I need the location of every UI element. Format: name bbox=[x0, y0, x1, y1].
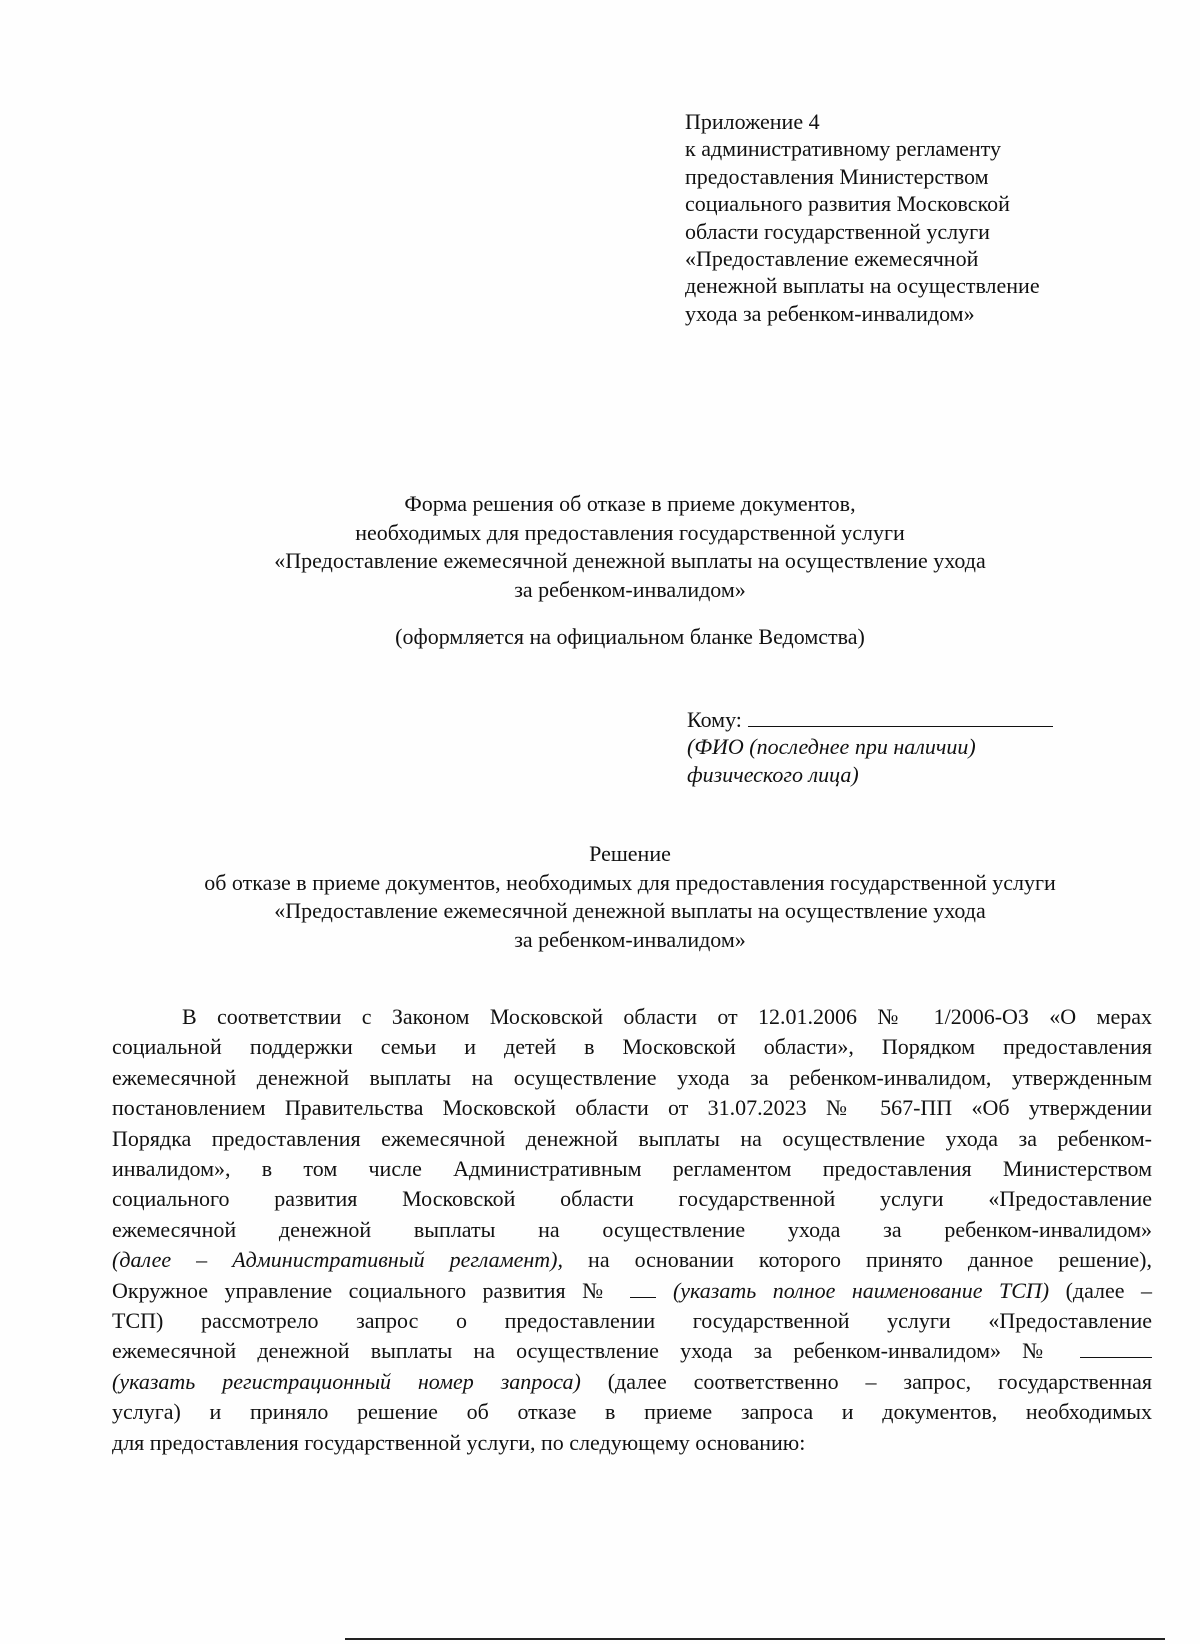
body-line: постановлением Правительства Московской области от 31.07.2023 № 567-ПП «Об утверждении bbox=[112, 1095, 1152, 1121]
body-line: ежемесячной денежной выплаты на осуществление ухода за ребенком-инвалидом, утвержденным bbox=[112, 1064, 1152, 1090]
decision-title-line: за ребенком-инвалидом» bbox=[514, 926, 746, 952]
recipient-row bbox=[687, 706, 1147, 733]
body-line: Порядка предоставления ежемесячной денежной выплаты на осуществление ухода за ребенком- bbox=[112, 1125, 1152, 1151]
body-text-fragment: ежемесячной денежной выплаты на осуществление ухода за ребенком-инвалидом» № bbox=[112, 1338, 1080, 1364]
form-title-line: Форма решения об отказе в приеме документов, bbox=[404, 491, 856, 516]
appendix-header bbox=[685, 108, 1155, 327]
appendix-line: области государственной услуги bbox=[685, 218, 990, 244]
recipient-hint: (ФИО (последнее при наличии) bbox=[687, 734, 976, 760]
body-italic-note: (указать регистрационный номер запроса) bbox=[112, 1368, 581, 1394]
body-line bbox=[112, 1367, 1152, 1397]
recipient-block bbox=[687, 706, 1147, 788]
body-line: инвалидом», в том числе Административным регламентом предоставления Министерством bbox=[112, 1156, 1152, 1182]
page-bottom-rule bbox=[345, 1638, 1165, 1640]
body-line bbox=[112, 1245, 1152, 1275]
appendix-line: к административному регламенту bbox=[685, 136, 1001, 162]
body-text-fragment: (далее соответственно – запрос, государственная bbox=[580, 1368, 1152, 1394]
body-italic-note: (указать полное наименование ТСП) bbox=[672, 1277, 1050, 1303]
appendix-line: денежной выплаты на осуществление bbox=[685, 273, 1040, 299]
appendix-line: «Предоставление ежемесячной bbox=[685, 246, 979, 272]
body-line: социального развития Московской области государственной услуги «Предоставление bbox=[112, 1186, 1152, 1212]
appendix-line: Приложение 4 bbox=[685, 109, 820, 134]
recipient-label: Кому: bbox=[687, 707, 742, 732]
body-line bbox=[112, 1276, 1152, 1306]
form-title-line: «Предоставление ежемесячной денежной выплаты на осуществление ухода bbox=[274, 548, 986, 573]
body-line: ТСП) рассмотрело запрос о предоставлении государственной услуги «Предоставление bbox=[112, 1308, 1152, 1334]
body-text-fragment: на основании которого принято данное решение), bbox=[563, 1247, 1153, 1273]
body-line bbox=[112, 1336, 1152, 1366]
decision-title-line: об отказе в приеме документов, необходимых для предоставления государственной услуги bbox=[204, 869, 1056, 895]
decision-body bbox=[112, 1002, 1152, 1458]
tsp-number-blank[interactable] bbox=[630, 1279, 656, 1298]
request-number-blank[interactable] bbox=[1080, 1339, 1152, 1358]
body-line: ежемесячной денежной выплаты на осуществление ухода за ребенком-инвалидом» bbox=[112, 1216, 1152, 1242]
form-note: (оформляется на официальном бланке Ведомства) bbox=[395, 624, 865, 649]
body-italic-note: (далее – Административный регламент), bbox=[112, 1247, 564, 1273]
appendix-line: ухода за ребенком-инвалидом» bbox=[685, 300, 975, 326]
form-title bbox=[110, 490, 1150, 604]
decision-title-line: «Предоставление ежемесячной денежной выплаты на осуществление ухода bbox=[274, 898, 986, 923]
body-line: В соответствии с Законом Московской области от 12.01.2006 № 1/2006-ОЗ «О мерах bbox=[182, 1004, 1152, 1029]
body-text-fragment: (далее – bbox=[1049, 1277, 1153, 1303]
form-title-line: за ребенком-инвалидом» bbox=[514, 576, 746, 602]
body-text-fragment: Окружное управление социального развития № bbox=[112, 1277, 631, 1303]
recipient-blank-line[interactable] bbox=[748, 706, 1053, 727]
appendix-line: предоставления Министерством bbox=[685, 163, 989, 189]
appendix-line: социального развития Московской bbox=[685, 191, 1010, 217]
form-title-line: необходимых для предоставления государственной услуги bbox=[355, 519, 905, 545]
decision-title-line: Решение bbox=[589, 841, 671, 866]
decision-title bbox=[110, 840, 1150, 954]
body-line: для предоставления государственной услуги, по следующему основанию: bbox=[112, 1429, 806, 1455]
recipient-hint: физического лица) bbox=[687, 761, 859, 787]
body-line: услуга) и приняло решение об отказе в приеме запроса и документов, необходимых bbox=[112, 1399, 1152, 1425]
body-line: социальной поддержки семьи и детей в Московской области», Порядком предоставления bbox=[112, 1034, 1152, 1060]
